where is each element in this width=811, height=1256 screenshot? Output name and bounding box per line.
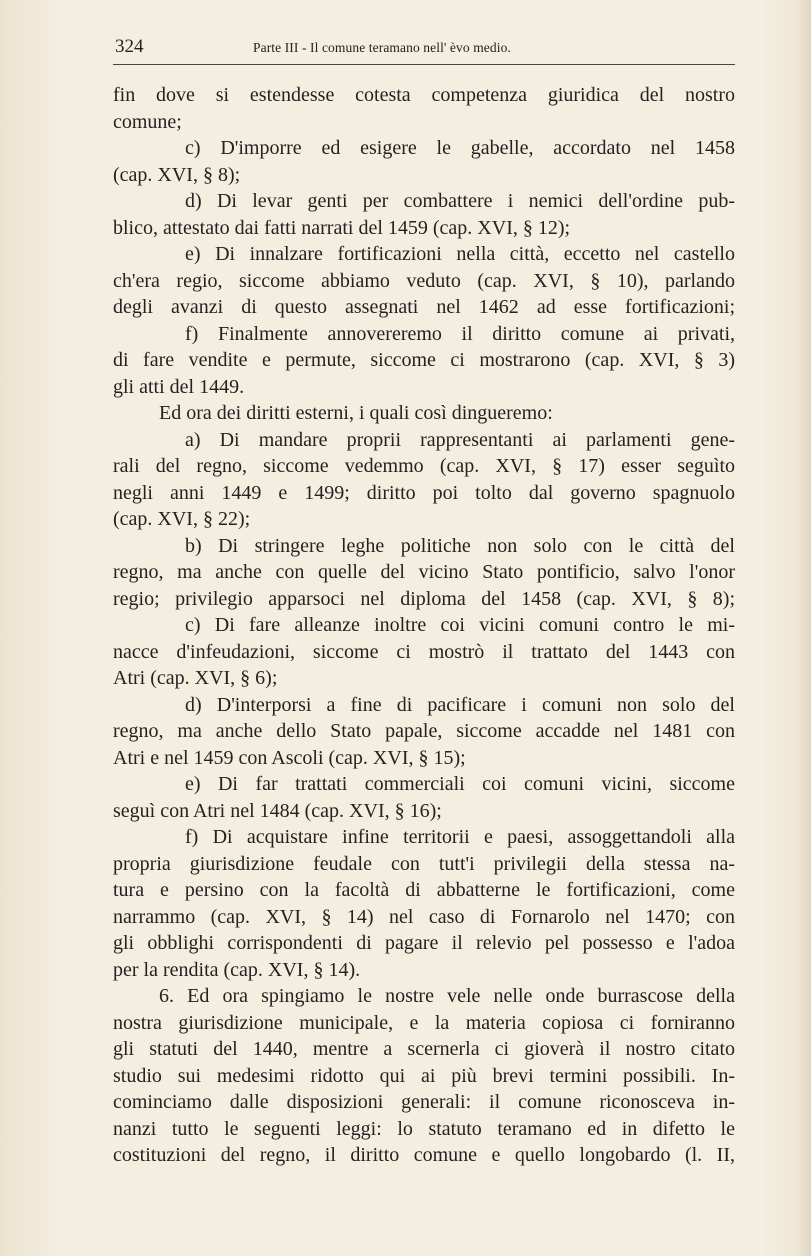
text-line: a) Di mandare proprii rappresentanti ai parlamenti gene- [185,428,735,451]
running-head [113,34,735,62]
running-title: Parte III - Il comune teramano nell' èvo medio. [253,40,511,55]
text-line: Atri (cap. XVI, § 6); [113,667,278,689]
text-line: costituzioni del regno, il diritto comune e quello longobardo (l. II, [113,1144,735,1166]
text-line: f) Finalmente annovereremo il diritto comune ai privati, [185,322,735,345]
header-rule [113,64,735,65]
text-line: blico, attestato dai fatti narrati del 1459 (cap. XVI, § 12); [113,216,571,239]
text-line: propria giurisdizione feudale con tutt'i privilegii della stessa na- [113,852,735,875]
body-text [113,82,735,1169]
text-line: nostra giurisdizione municipale, e la materia copiosa ci forniranno [113,1011,735,1034]
text-line: gli statuti del 1440, mentre a scernerla ci gioverà il nostro citato [113,1038,735,1060]
text-line: regno, ma anche con quelle del vicino Stato pontificio, salvo l'onor [113,561,735,583]
text-line: nanzi tutto le seguenti leggi: lo statuto teramano ed in difetto le [113,1117,735,1140]
text-line: ch'era regio, siccome abbiamo veduto (cap. XVI, § 10), parlando [113,269,735,292]
text-line: nacce d'infeudazioni, siccome ci mostrò il trattato del 1443 con [113,640,735,663]
text-line: (cap. XVI, § 22); [113,508,251,530]
text-line: c) Di fare alleanze inoltre coi vicini comuni contro le mi- [185,614,735,636]
text-line: per la rendita (cap. XVI, § 14). [113,958,361,981]
text-line: gli atti del 1449. [113,375,245,398]
page-number: 324 [115,36,144,57]
page-edge-shadow [797,0,811,1256]
text-line: d) Di levar genti per combattere i nemici dell'ordine pub- [185,190,735,212]
text-line: d) D'interporsi a fine di pacificare i comuni non solo del [185,693,735,716]
text-line: e) Di innalzare fortificazioni nella città, eccetto nel castello [185,243,735,265]
text-line: regno, ma anche dello Stato papale, siccome accadde nel 1481 con [113,720,735,742]
text-line: studio sui medesimi ridotto qui ai più brevi termini possibili. In- [113,1064,735,1087]
text-line: cominciamo dalle disposizioni generali: il comune riconosceva in- [113,1091,735,1113]
text-line: seguì con Atri nel 1484 (cap. XVI, § 16); [113,799,442,822]
text-line: di fare vendite e permute, siccome ci mostrarono (cap. XVI, § 3) [113,349,735,371]
text-line: negli anni 1449 e 1499; diritto poi tolto dal governo spagnuolo [113,481,735,504]
text-line: Atri e nel 1459 con Ascoli (cap. XVI, § 15); [113,746,466,769]
text-line: Ed ora dei diritti esterni, i quali così dingueremo: [159,402,553,424]
text-line: rali del regno, siccome vedemmo (cap. XVI, § 17) esser seguìto [113,455,735,477]
text-line: fin dove si estendesse cotesta competenza giuridica del nostro [113,84,735,106]
text-line: 6. Ed ora spingiamo le nostre vele nelle onde burrascose della [159,985,735,1007]
text-line: c) D'imporre ed esigere le gabelle, accordato nel 1458 [185,137,735,159]
text-line: narrammo (cap. XVI, § 14) nel caso di Fornarolo nel 1470; con [113,905,735,928]
text-line: degli avanzi di questo assegnati nel 1462 ad esse fortificazioni; [113,296,735,318]
text-line: f) Di acquistare infine territorii e paesi, assoggettandoli alla [185,826,735,848]
text-line: comune; [113,110,182,133]
text-line: b) Di stringere leghe politiche non solo con le città del [185,534,735,557]
text-line: gli obblighi corrispondenti di pagare il relevio pel possesso e l'adoa [113,932,735,954]
text-line: e) Di far trattati commerciali coi comuni vicini, siccome [185,773,735,795]
text-line: (cap. XVI, § 8); [113,163,241,186]
text-line: tura e persino con la facoltà di abbatterne le fortificazioni, come [113,879,735,901]
text-line: regio; privilegio apparsoci nel diploma del 1458 (cap. XVI, § 8); [113,587,735,610]
